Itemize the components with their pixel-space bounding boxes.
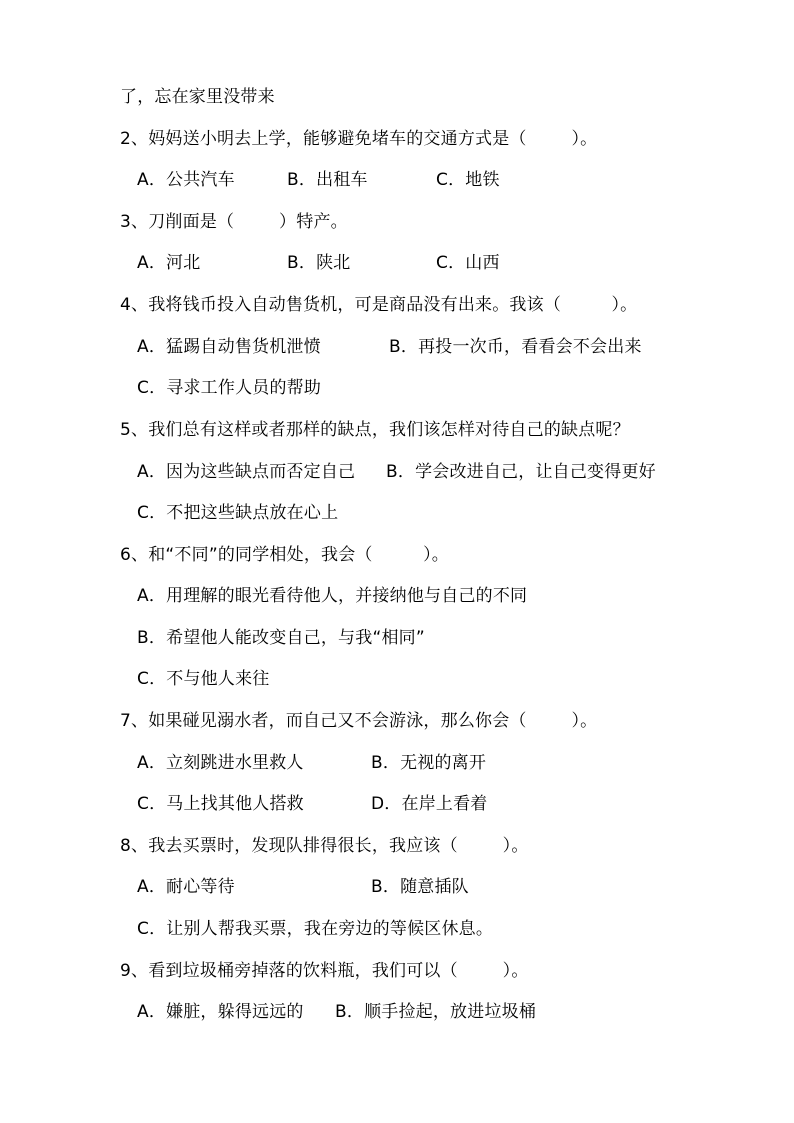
question-7-option-a: A．立刻跳进水里救人 [137, 753, 304, 773]
question-8-option-a: A．耐心等待 [137, 877, 235, 897]
continued-answer-line: 了，忘在家里没带来 [120, 87, 275, 107]
question-4-option-a: A．猛踢自动售货机泄愤 [137, 337, 321, 357]
question-3-option-c: C．山西 [436, 253, 500, 273]
question-3: 3、刀削面是（ ）特产。 [120, 212, 348, 232]
question-6-option-a: A．用理解的眼光看待他人，并接纳他与自己的不同 [137, 586, 528, 606]
question-9-option-a: A．嫌脏，躲得远远的 [137, 1002, 304, 1022]
question-2-option-a: A．公共汽车 [137, 170, 235, 190]
question-8-option-c: C．让别人帮我买票，我在旁边的等候区休息。 [137, 919, 494, 939]
question-8-option-b: B．随意插队 [371, 877, 469, 897]
question-7-option-c: C．马上找其他人搭救 [137, 794, 304, 814]
question-7-option-d: D．在岸上看着 [371, 794, 488, 814]
question-2: 2、妈妈送小明去上学，能够避免堵车的交通方式是（ ）。 [120, 129, 598, 149]
question-2-option-c: C．地铁 [436, 170, 500, 190]
question-7: 7、如果碰见溺水者，而自己又不会游泳，那么你会（ ）。 [120, 711, 598, 731]
question-5-option-a: A．因为这些缺点而否定自己 [137, 462, 356, 482]
question-6-option-c: C．不与他人来往 [137, 669, 270, 689]
question-9: 9、看到垃圾桶旁掉落的饮料瓶，我们可以（ ）。 [120, 961, 529, 981]
question-5: 5、我们总有这样或者那样的缺点，我们该怎样对待自己的缺点呢？ [120, 420, 630, 440]
question-2-option-b: B．出租车 [287, 170, 368, 190]
question-9-option-b: B．顺手捡起，放进垃圾桶 [335, 1002, 537, 1022]
question-7-option-b: B．无视的离开 [371, 753, 487, 773]
question-5-option-c: C．不把这些缺点放在心上 [137, 503, 339, 523]
question-5-option-b: B．学会改进自己，让自己变得更好 [386, 462, 656, 482]
question-4-option-b: B．再投一次币，看看会不会出来 [389, 337, 642, 357]
question-4: 4、我将钱币投入自动售货机，可是商品没有出来。我该（ ）。 [120, 295, 638, 315]
question-3-option-b: B．陕北 [287, 253, 351, 273]
question-4-option-c: C．寻求工作人员的帮助 [137, 378, 322, 398]
question-3-option-a: A．河北 [137, 253, 201, 273]
question-6: 6、和“不同”的同学相处，我会（ ）。 [120, 545, 449, 565]
question-8: 8、我去买票时，发现队排得很长，我应该（ ）。 [120, 836, 529, 856]
question-6-option-b: B．希望他人能改变自己，与我“相同” [137, 628, 425, 648]
